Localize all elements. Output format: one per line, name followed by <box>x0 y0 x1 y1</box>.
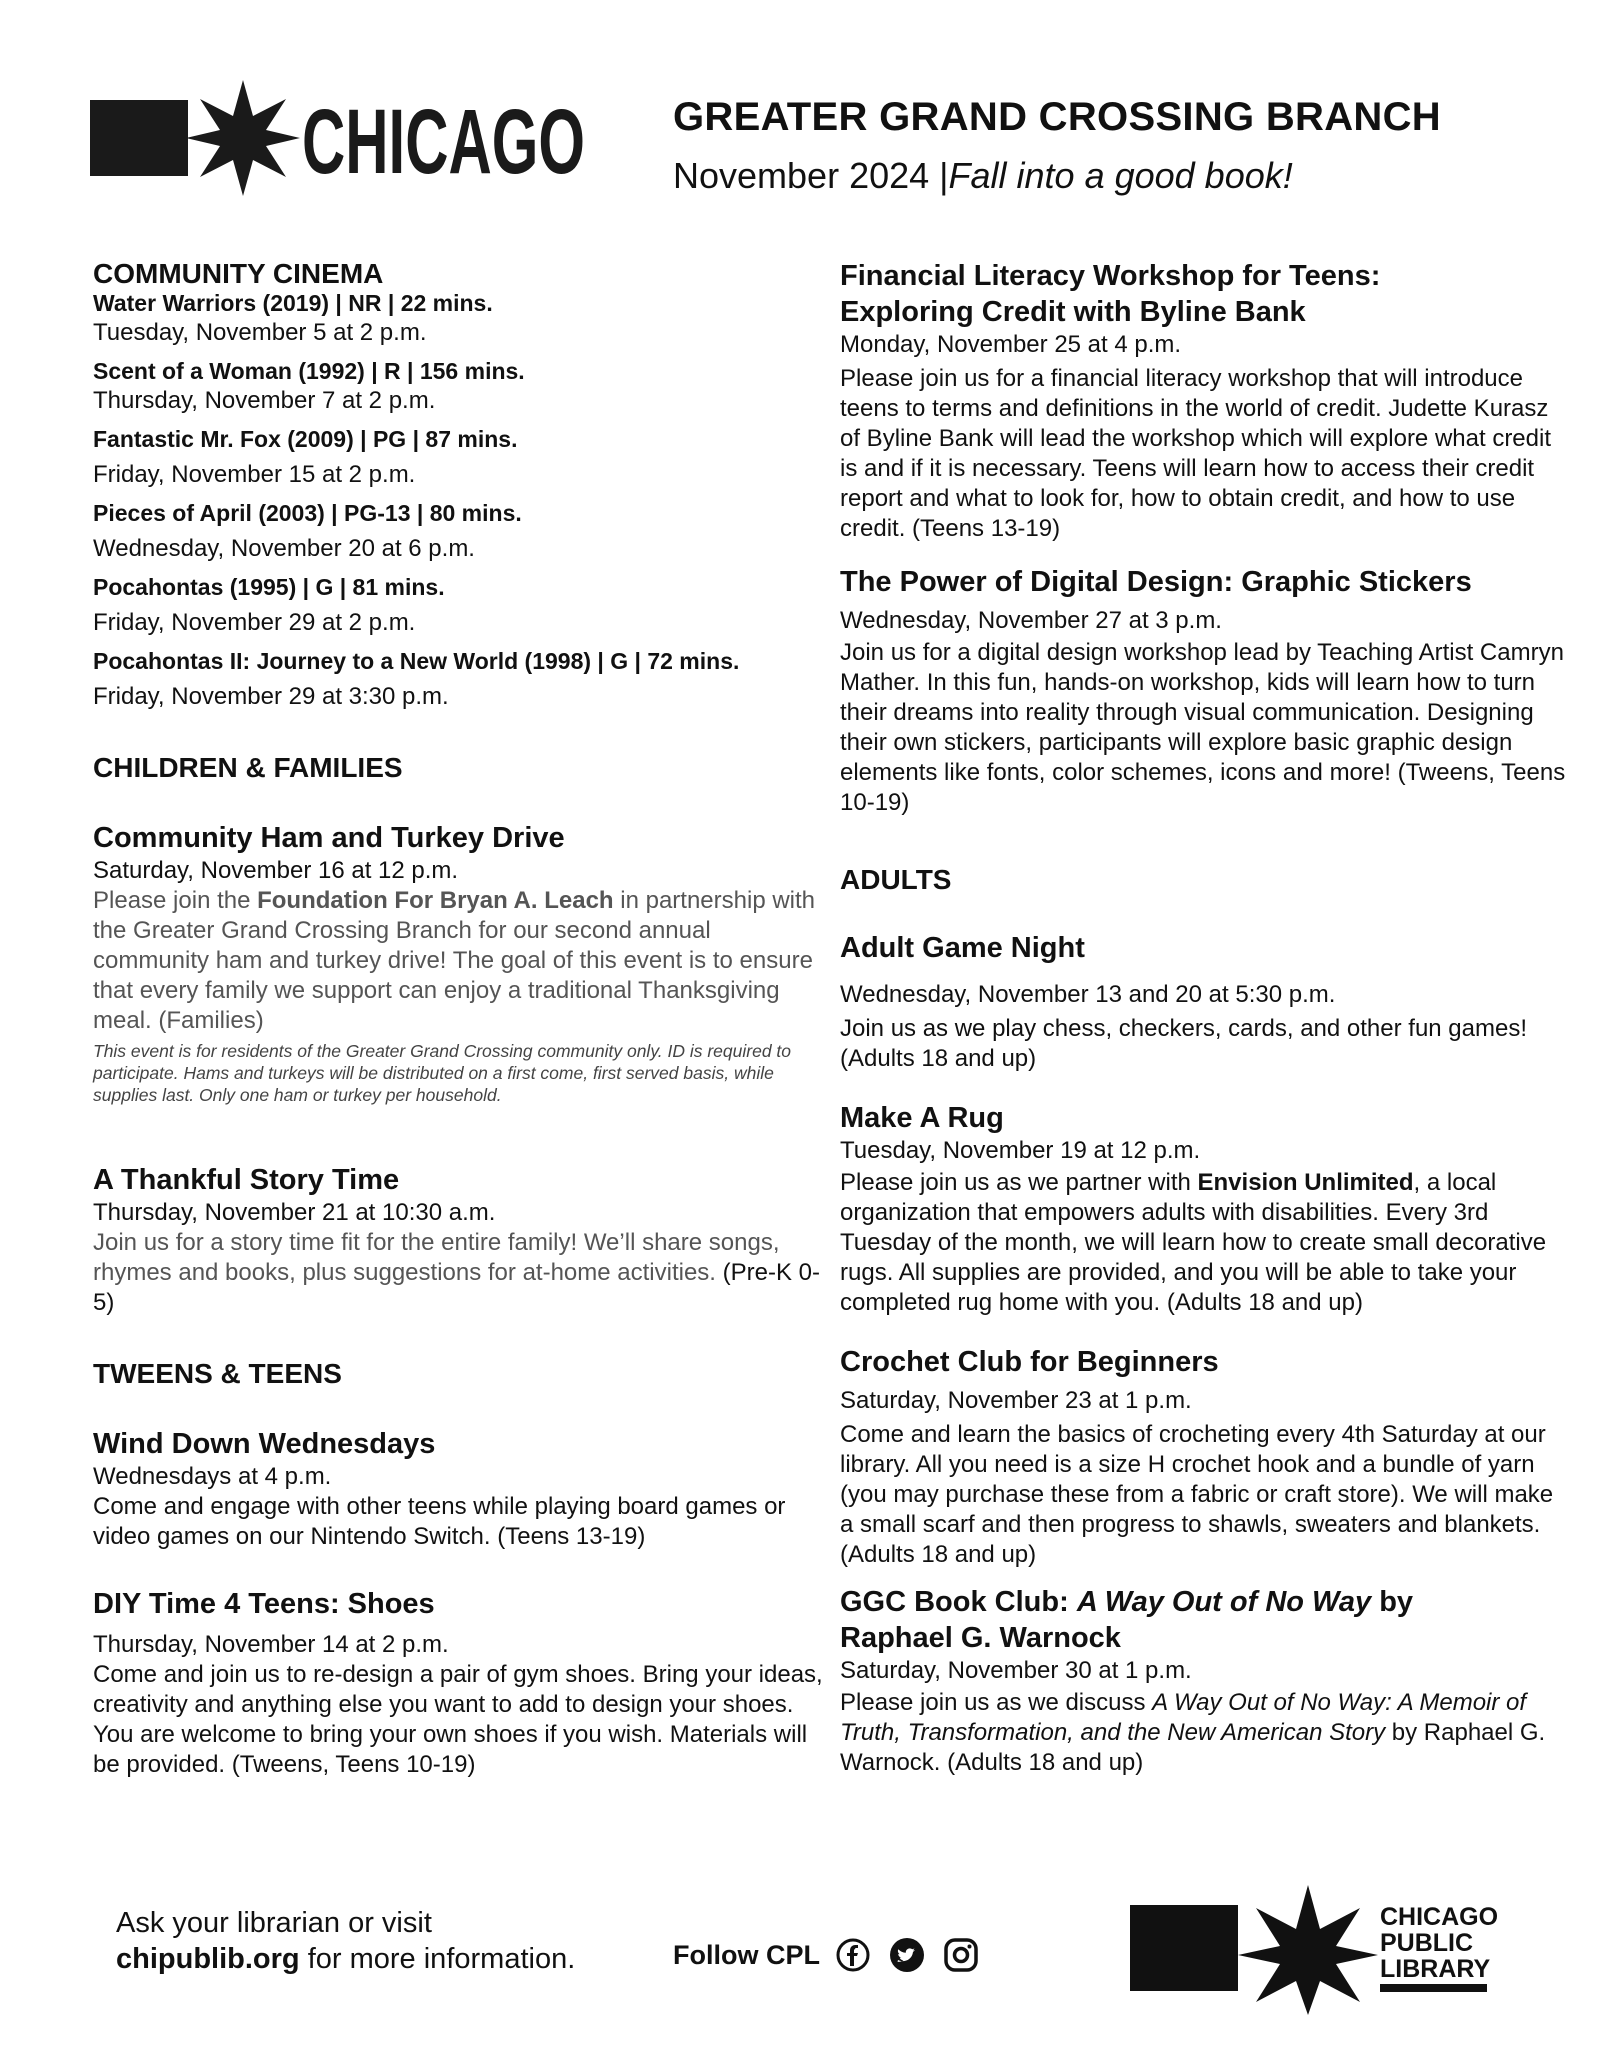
movie-time: Friday, November 29 at 2 p.m. <box>93 609 416 636</box>
event-title: The Power of Digital Design: Graphic Stickers <box>840 566 1472 598</box>
website-link[interactable]: chipublib.org <box>116 1943 300 1975</box>
event-description: Please join us as we partner with Envision Unlimited, a local organization that empowers adults with disabilities. Every 3rd Tuesday of the month, we will learn how to create small decorative rugs. All supplies are provided, and you will be able to take your completed rug home with you. (Adults 18 and up) <box>840 1169 1547 1316</box>
event-make-rug <box>840 1100 1570 1318</box>
tagline: Fall into a good book! <box>948 155 1293 196</box>
event-title: Make A Rug <box>840 1102 1004 1134</box>
instagram-icon[interactable] <box>943 1937 979 1973</box>
star-icon <box>186 80 300 196</box>
chicago-logo <box>90 78 590 198</box>
right-column <box>840 258 1570 1778</box>
movie-time: Friday, November 29 at 3:30 p.m. <box>93 683 449 710</box>
movie-item <box>93 646 823 712</box>
event-description: Come and learn the basics of crocheting every 4th Saturday at our library. All you need is a size H crochet hook and a bundle of yarn (you may purchase these from a fabric or craft store). We will make a small scarf and then progress to shawls, sweaters and blankets. (Adults 18 and up) <box>840 1421 1554 1568</box>
movie-time: Tuesday, November 5 at 2 p.m. <box>93 319 427 346</box>
event-description: Please join us for a financial literacy workshop that will introduce teens to terms and definitions in the world of credit. Judette Kurasz of Byline Bank will lead the workshop which will explore what credit is and if it is necessary. Teens will learn how to access their credit report and what to look for, how to obtain credit, and how to use credit. (Teens 13-19) <box>840 365 1551 542</box>
event-diy-shoes <box>93 1586 823 1780</box>
left-column <box>93 258 823 1780</box>
event-time: Thursday, November 14 at 2 p.m. <box>93 1631 449 1658</box>
event-time: Thursday, November 21 at 10:30 a.m. <box>93 1199 496 1226</box>
section-heading-adults: ADULTS <box>840 864 952 895</box>
movie-title: Fantastic Mr. Fox (2009) | PG | 87 mins. <box>93 426 518 452</box>
event-game-night <box>840 930 1570 1074</box>
follow-label: Follow CPL <box>673 1940 820 1970</box>
event-title: GGC Book Club: A Way Out of No Way by <box>840 1586 1414 1618</box>
star-icon <box>1238 1885 1378 2015</box>
svg-text:PUBLIC: PUBLIC <box>1380 1929 1474 1957</box>
month: November 2024 | <box>673 155 949 196</box>
movie-title: Pieces of April (2003) | PG-13 | 80 mins. <box>93 500 522 526</box>
event-description: Join us for a digital design workshop lead by Teaching Artist Camryn Mather. In this fun, hands-on workshop, kids will learn how to turn their dreams into reality through visual communication. Designing their own stickers, participants will explore basic graphic design elements like fonts, color schemes, icons and more! (Tweens, Teens 10-19) <box>840 639 1566 816</box>
movie-time: Thursday, November 7 at 2 p.m. <box>93 387 436 414</box>
event-time: Wednesday, November 27 at 3 p.m. <box>840 607 1222 634</box>
footer-text <box>116 1905 575 1977</box>
event-time: Wednesdays at 4 p.m. <box>93 1463 332 1490</box>
event-time: Monday, November 25 at 4 p.m. <box>840 331 1182 358</box>
event-description: Join us for a story time fit for the entire family! We’ll share songs, rhymes and books, plus suggestions for at-home activities. (Pre-K 0-5) <box>93 1229 820 1316</box>
event-wind-down <box>93 1426 823 1552</box>
month-line <box>673 155 1293 197</box>
movie-title: Pocahontas II: Journey to a New World (1998) | G | 72 mins. <box>93 648 740 674</box>
event-description: Please join us as we discuss A Way Out of No Way: A Memoir of Truth, Transformation, and the New American Story by Raphael G. Warnock. (Adults 18 and up) <box>840 1689 1546 1776</box>
event-note: This event is for residents of the Greater Grand Crossing community only. ID is required to participate. Hams and turkeys will be distributed on a first come, first served basis, while supplies last. Only one ham or turkey per household. <box>93 1041 792 1105</box>
svg-text:CHICAGO: CHICAGO <box>1380 1903 1499 1931</box>
event-description: Please join the Foundation For Bryan A. Leach in partnership with the Greater Grand Crossing Branch for our second annual community ham and turkey drive! The goal of this event is to ensure that every family we support can enjoy a traditional Thanksgiving meal. (Families) <box>93 887 816 1034</box>
movie-item <box>93 288 823 348</box>
facebook-icon[interactable] <box>835 1937 871 1973</box>
event-ham-drive <box>93 820 823 1106</box>
section-heading-cinema: COMMUNITY CINEMA <box>93 258 384 289</box>
event-time: Tuesday, November 19 at 12 p.m. <box>840 1137 1201 1164</box>
event-title: Financial Literacy Workshop for Teens: <box>840 260 1381 292</box>
event-title-line-2: Raphael G. Warnock <box>840 1622 1121 1654</box>
movie-item <box>93 572 823 638</box>
footer-line-1: Ask your librarian or visit <box>116 1907 432 1939</box>
event-description: Join us as we play chess, checkers, cards, and other fun games! (Adults 18 and up) <box>840 1015 1528 1072</box>
event-crochet-club <box>840 1344 1570 1570</box>
event-title: Wind Down Wednesdays <box>93 1428 436 1460</box>
event-title: DIY Time 4 Teens: Shoes <box>93 1588 435 1620</box>
event-time: Saturday, November 30 at 1 p.m. <box>840 1657 1192 1684</box>
svg-text:CHICAGO: CHICAGO <box>302 91 585 193</box>
book-title: A Way Out of No Way: A Memoir of Truth, Transformation, and the New American Story <box>840 1689 1527 1746</box>
event-digital-design <box>840 564 1570 818</box>
partner-name: Envision Unlimited <box>1197 1169 1414 1196</box>
twitter-icon[interactable] <box>889 1937 925 1973</box>
svg-text:LIBRARY: LIBRARY <box>1380 1955 1491 1983</box>
movie-title: Scent of a Woman (1992) | R | 156 mins. <box>93 358 525 384</box>
section-heading-children: CHILDREN & FAMILIES <box>93 752 403 783</box>
movie-item <box>93 424 823 490</box>
event-title: A Thankful Story Time <box>93 1164 400 1196</box>
event-description: Come and engage with other teens while playing board games or video games on our Nintendo Switch. (Teens 13-19) <box>93 1493 786 1550</box>
event-title-line-2: Exploring Credit with Byline Bank <box>840 296 1306 328</box>
event-book-club <box>840 1584 1570 1778</box>
movie-time: Friday, November 15 at 2 p.m. <box>93 461 416 488</box>
event-time: Saturday, November 16 at 12 p.m. <box>93 857 459 884</box>
movie-item <box>93 498 823 564</box>
movie-time: Wednesday, November 20 at 6 p.m. <box>93 535 475 562</box>
branch-title: GREATER GRAND CROSSING BRANCH <box>673 95 1441 139</box>
event-title: Crochet Club for Beginners <box>840 1346 1219 1378</box>
event-title: Community Ham and Turkey Drive <box>93 822 565 854</box>
footer-line-2: chipublib.org for more information. <box>116 1943 576 1975</box>
partner-name: Foundation For Bryan A. Leach <box>257 887 614 914</box>
event-description: Come and join us to re-design a pair of gym shoes. Bring your ideas, creativity and anything else you want to add to design your shoes. You are welcome to bring your own shoes if you wish. Materials will be provided. (Tweens, Teens 10-19) <box>93 1661 823 1778</box>
event-time: Wednesday, November 13 and 20 at 5:30 p.m. <box>840 981 1336 1008</box>
event-story-time <box>93 1162 823 1318</box>
section-heading-teens: TWEENS & TEENS <box>93 1358 342 1389</box>
chicago-public-library-logo <box>1130 1885 1499 2015</box>
event-financial-literacy <box>840 258 1570 544</box>
movie-item <box>93 356 823 416</box>
event-time: Saturday, November 23 at 1 p.m. <box>840 1387 1192 1414</box>
movie-title: Pocahontas (1995) | G | 81 mins. <box>93 574 445 600</box>
movie-title: Water Warriors (2019) | NR | 22 mins. <box>93 290 493 316</box>
event-title: Adult Game Night <box>840 932 1085 964</box>
